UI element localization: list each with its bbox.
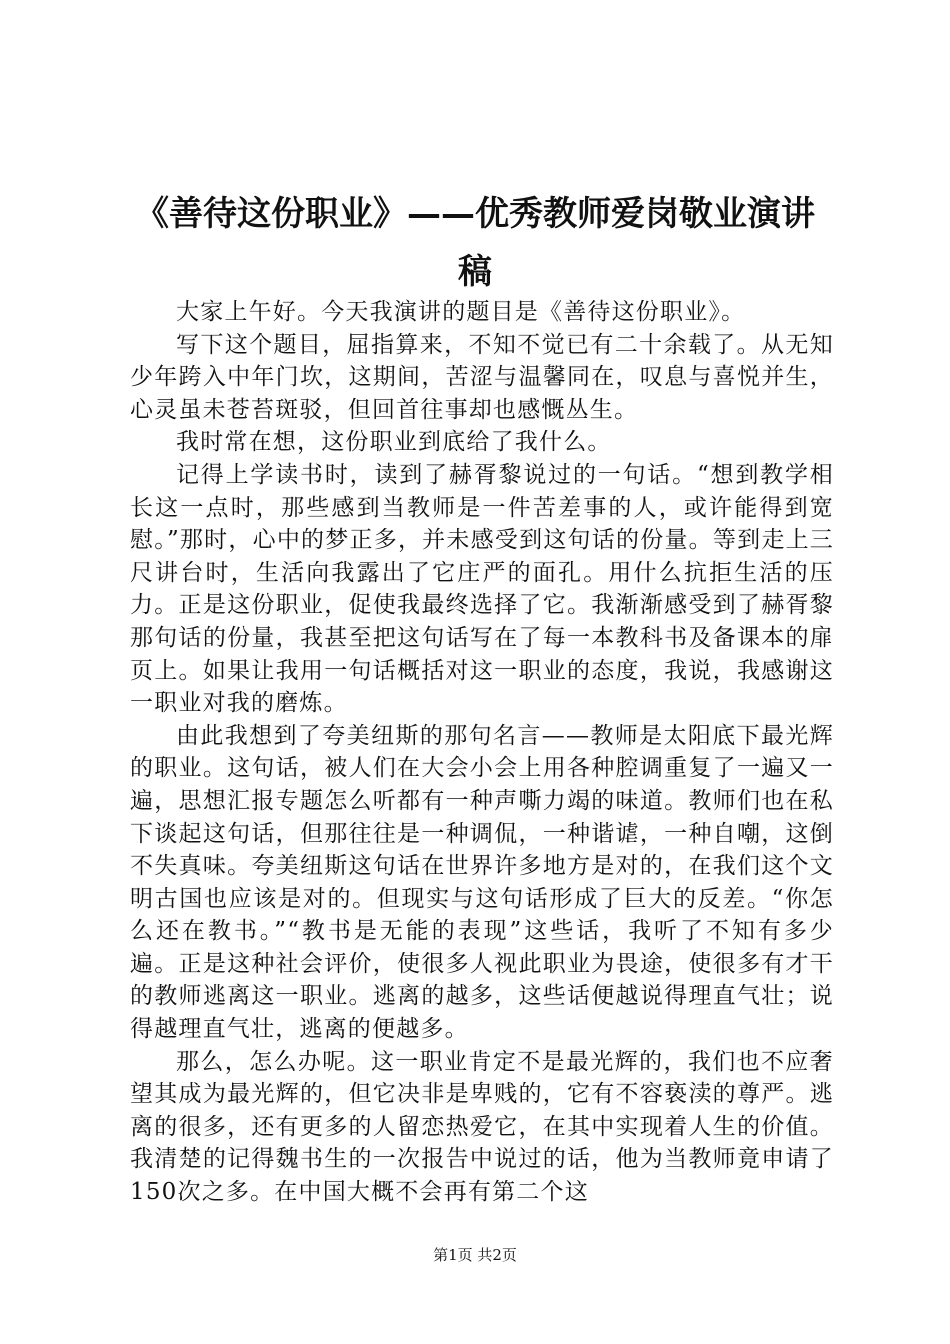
- paragraph: 写下这个题目，屈指算来，不知不觉已有二十余载了。从无知少年跨入中年门坎，这期间，苦涩与温馨同在，叹息与喜悦并生，心灵虽未苍苔斑驳，但回首往事却也感慨丛生。: [130, 331, 834, 423]
- page-footer: 第1页 共2页: [433, 1246, 517, 1264]
- paragraph: 记得上学读书时，读到了赫胥黎说过的一句话。“想到教学相长这一点时，那些感到当教师是一件苦差事的人，或许能得到宽慰。”那时，心中的梦正多，并未感受到这句话的份量。等到走上三尺讲台时，生活向我露出了它庄严的面孔。用什么抗拒生活的压力。正是这份职业，促使我最终选择了它。我渐渐感受到了赫胥黎那句话的份量，我甚至把这句话写在了每一本教科书及备课本的扉页上。如果让我用一句话概括对这一职业的态度，我说，我感谢这一职业对我的磨炼。: [130, 461, 834, 717]
- paragraph: 大家上午好。今天我演讲的题目是《善待这份职业》。: [176, 299, 746, 325]
- paragraph: 由此我想到了夸美纽斯的那句名言——教师是太阳底下最光辉的职业。这句话，被人们在大会小会上用各种腔调重复了一遍又一遍，思想汇报专题怎么听都有一种声嘶力竭的味道。教师们也在私下谈起这句话，但那往往是一种调侃，一种谐谑，一种自嘲，这倒不失真味。夸美纽斯这句话在世界许多地方是对的，在我们这个文明古国也应该是对的。但现实与这句话形成了巨大的反差。“你怎么还在教书。”“教书是无能的表现”这些话，我听了不知有多少遍。正是这种社会评价，使很多人视此职业为畏途，使很多有才干的教师逃离这一职业。逃离的越多，这些话便越说得理直气壮；说得越理直气壮，逃离的便越多。: [130, 722, 834, 1043]
- document-body: [130, 296, 834, 1209]
- document-title: 《善待这份职业》——优秀教师爱岗敬业演讲稿: [135, 194, 815, 292]
- paragraph: 那么，怎么办呢。这一职业肯定不是最光辉的，我们也不应奢望其成为最光辉的，但它决非是卑贱的，它有不容亵渎的尊严。逃离的很多，还有更多的人留恋热爱它，在其中实现着人生的价值。我清楚的记得魏书生的一次报告中说过的话，他为当教师竟申请了150次之多。在中国大概不会再有第二个这: [130, 1048, 834, 1206]
- paragraph: 我时常在想，这份职业到底给了我什么。: [176, 429, 612, 456]
